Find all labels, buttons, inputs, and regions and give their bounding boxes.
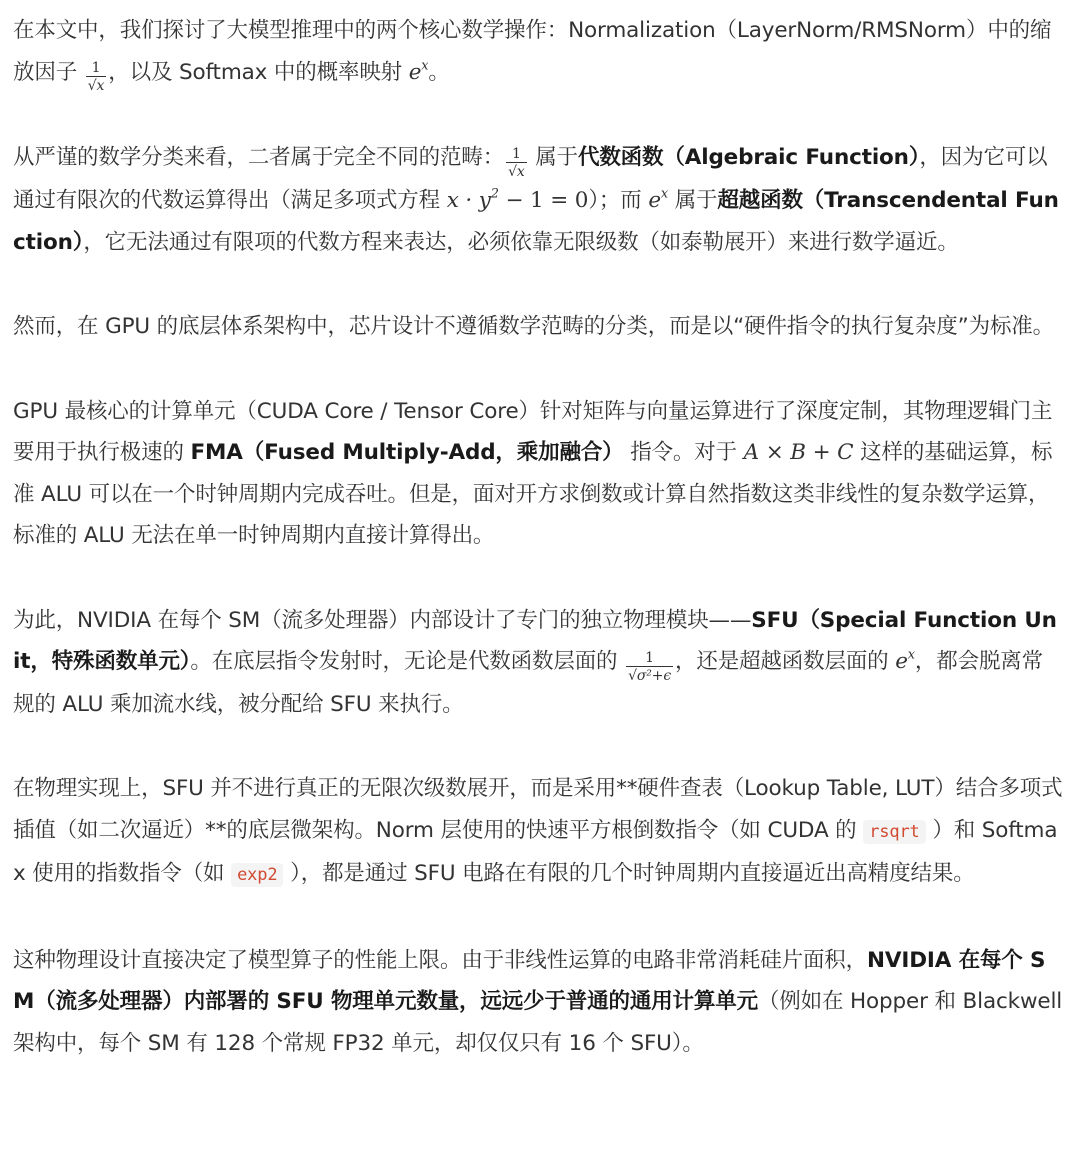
fraction-inv-sqrt-sigma — [626, 650, 673, 684]
code-exp2: exp2 — [231, 863, 283, 887]
fraction-denominator: √x — [87, 78, 105, 95]
fraction-inv-sqrt-x — [506, 146, 527, 180]
fraction-inv-sqrt-x — [86, 60, 107, 94]
text: 属于 — [528, 145, 578, 171]
text: 指令。对于 — [623, 440, 744, 466]
math-exp-x — [895, 649, 915, 674]
text: ，以及 Softmax 中的概率映射 — [108, 59, 409, 85]
equation-part: − 1 = 0 — [498, 188, 589, 214]
fraction-numerator: 1 — [645, 649, 654, 666]
paragraph-lut — [13, 768, 1063, 897]
bold-sfu-count: NVIDIA 在每个 SM（流多处理器）内部署的 SFU 物理单元数量，远远少于普通的通用计算单元 — [13, 947, 1046, 1015]
paragraph-sfu — [13, 600, 1063, 726]
text: GPU 最核心的计算单元（CUDA Core / Tensor Core）针对矩阵与向量运算进行了深度定制，其物理逻辑门主要用于执行极速的 — [13, 398, 1053, 466]
exp-superscript: x — [660, 186, 669, 202]
paragraph-cuda-core — [13, 391, 1063, 557]
text: 在本文中，我们探讨了大模型推理中的两个核心数学操作：Normalization（LayerNorm/RMSNorm）中的缩放因子 — [13, 18, 1052, 85]
text: 。 — [428, 59, 450, 85]
equation-part: x · y — [446, 188, 491, 214]
code-rsqrt: rsqrt — [863, 820, 925, 844]
fraction-numerator: 1 — [511, 146, 521, 163]
math-polynomial-equation — [447, 188, 589, 213]
fraction-denominator: √σ²+ϵ — [628, 667, 672, 684]
exp-base: e — [408, 59, 422, 85]
bold-fma: FMA（Fused Multiply-Add，乘加融合） — [190, 440, 624, 466]
text: 这种物理设计直接决定了模型算子的性能上限。由于非线性运算的电路非常消耗硅片面积， — [13, 947, 868, 973]
paragraph-intro — [13, 10, 1063, 94]
math-fma-expression: A × B + C — [743, 440, 854, 466]
paragraph-classification — [13, 137, 1063, 263]
text: ，它无法通过有限项的代数方程来表达，必须依靠无限级数（如泰勒展开）来进行数学逼近。 — [83, 229, 959, 255]
math-exp-x — [648, 188, 668, 213]
fraction-denominator: √x — [508, 164, 525, 181]
exp-base: e — [648, 188, 661, 214]
text: ，都会脱离常规的 ALU 乘加流水线，被分配给 SFU 来执行。 — [13, 649, 1044, 717]
math-exp-x — [408, 57, 429, 85]
text: ）和 Softmax 使用的指数指令（如 — [13, 817, 1058, 887]
exp-superscript: x — [907, 647, 915, 663]
text: ，因为它可以通过有限次的代数运算得出（满足多项式方程 — [13, 145, 1048, 214]
text: 为此，NVIDIA 在每个 SM（流多处理器）内部设计了专门的独立物理模块—— — [13, 607, 752, 633]
paragraph-gpu-architecture: 然而，在 GPU 的底层体系架构中，芯片设计不遵循数学范畴的分类，而是以“硬件指令的执行复杂度”为标准。 — [13, 314, 1055, 340]
fraction-numerator: 1 — [91, 60, 101, 77]
text: 。在底层指令发射时，无论是代数函数层面的 — [190, 649, 625, 675]
text: 在物理实现上，SFU 并不进行真正的无限次级数展开，而是采用**硬件查表（Lookup Table, LUT）结合多项式插值（如二次逼近）**的底层微架构。Norm 层使用的快速平方根倒数指令（如 CUDA 的 — [13, 776, 1063, 843]
exp-superscript: x — [421, 57, 429, 73]
text: 从严谨的数学分类来看，二者属于完全不同的范畴： — [13, 145, 505, 171]
exp-base: e — [895, 649, 908, 675]
text: 属于 — [668, 188, 718, 214]
bold-sfu: SFU（Special Function Unit，特殊函数单元） — [13, 607, 1057, 675]
text: 这样的基础运算，标准 ALU 可以在一个时钟周期内完成吞吐。但是，面对开方求倒数或计算自然指数这类非线性的复杂数学运算，标准的 ALU 无法在单一时钟周期内直接计算得出。 — [13, 440, 1053, 549]
text: （例如在 Hopper 和 Blackwell 架构中，每个 SM 有 128 个常规 FP32 单元，却仅仅只有 16 个 SFU）。 — [13, 989, 1063, 1056]
bold-transcendental-function: 超越函数（Transcendental Function） — [13, 188, 1059, 255]
text: ），都是通过 SFU 电路在有限的几个时钟周期内直接逼近出高精度结果。 — [283, 861, 975, 887]
text: ）；而 — [588, 188, 649, 214]
equation-superscript: 2 — [490, 186, 499, 202]
paragraph-performance — [13, 940, 1063, 1065]
text: ，还是超越函数层面的 — [675, 649, 896, 675]
bold-algebraic-function: 代数函数（Algebraic Function） — [577, 145, 920, 171]
